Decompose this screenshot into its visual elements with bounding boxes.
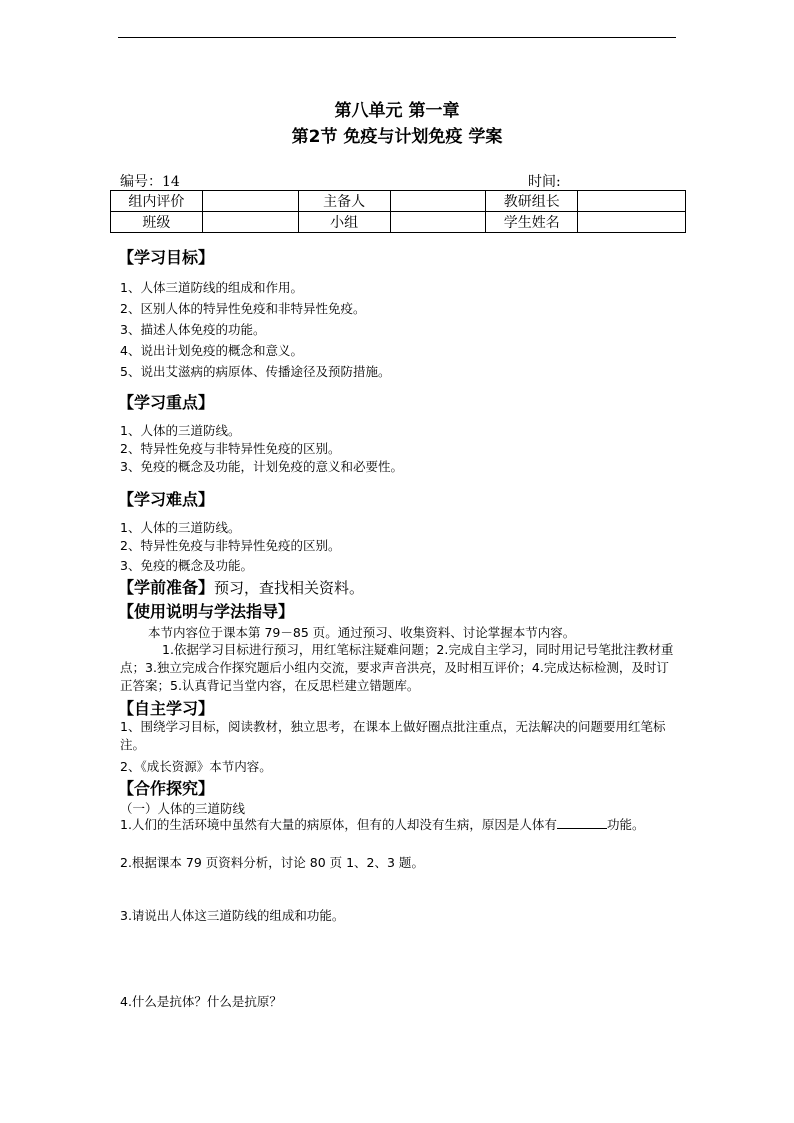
table-cell-value <box>390 191 486 212</box>
goals-heading: 【学习目标】 <box>118 248 215 267</box>
table-cell-value <box>578 191 686 212</box>
self-study-item-1: 1、围绕学习目标，阅读教材，独立思考，在课本上做好圈点批注重点，无法解决的问题要用红笔标注。 <box>120 719 666 752</box>
table-cell-label: 主备人 <box>298 191 390 212</box>
list-item: 5、说出艾滋病的病原体、传播途径及预防措施。 <box>120 364 391 379</box>
list-item: 3、免疫的概念及功能。 <box>120 558 253 573</box>
table-cell-value <box>390 212 486 233</box>
number-label: 编号：14 <box>120 174 180 190</box>
table-row <box>111 212 686 233</box>
difficulties-heading: 【学习难点】 <box>118 490 215 509</box>
cooperation-subheading: （一）人体的三道防线 <box>120 801 246 816</box>
list-item: 1、人体的三道防线。 <box>120 423 241 438</box>
list-item: 2、特异性免疫与非特异性免疫的区别。 <box>120 538 341 553</box>
question-1-text: 1.人们的生活环境中虽然有大量的病原体，但有的人却没有生病，原因是人体有 <box>120 817 557 832</box>
list-item: 2、区别人体的特异性免疫和非特异性免疫。 <box>120 301 366 316</box>
self-study-heading: 【自主学习】 <box>118 699 215 718</box>
list-item: 1、人体的三道防线。 <box>120 520 241 535</box>
list-item: 2、特异性免疫与非特异性免疫的区别。 <box>120 441 341 456</box>
list-item: 3、描述人体免疫的功能。 <box>120 322 266 337</box>
question-1-tail: 功能。 <box>606 817 645 832</box>
list-item: 4、说出计划免疫的概念和意义。 <box>120 343 303 358</box>
table-row <box>111 191 686 212</box>
usage-heading: 【使用说明与学法指导】 <box>118 602 295 621</box>
table-cell-label: 教研组长 <box>486 191 578 212</box>
table-cell-label: 班级 <box>111 212 203 233</box>
preparation-heading: 【学前准备】 <box>118 578 215 597</box>
time-label: 时间: <box>528 174 561 190</box>
table-cell-label: 小组 <box>298 212 390 233</box>
table-cell-value <box>202 212 298 233</box>
preparation-line <box>118 575 364 598</box>
question-4: 4.什么是抗体？什么是抗原？ <box>120 994 282 1009</box>
lesson-title: 第2节 免疫与计划免疫 学案 <box>291 127 503 147</box>
usage-steps: 1.依据学习目标进行预习，用红笔标注疑难问题；2.完成自主学习，同时用记号笔批注教材重点；3.独立完成合作探究题后小组内交流，要求声音洪亮，及时相互评价；4.完成达标检测，及时订正答案；5.认真背记当堂内容，在反思栏建立错题库。 <box>120 642 674 693</box>
preparation-text: 预习，查找相关资料。 <box>214 579 365 597</box>
question-3: 3.请说出人体这三道防线的组成和功能。 <box>120 908 345 923</box>
table-cell-label: 组内评价 <box>111 191 203 212</box>
key-points-heading: 【学习重点】 <box>118 393 215 412</box>
usage-intro: 本节内容位于课本第 79－85 页。通过预习、收集资料、讨论掌握本节内容。 <box>148 625 576 640</box>
unit-title: 第八单元 第一章 <box>334 101 460 121</box>
list-item: 1、人体三道防线的组成和作用。 <box>120 280 303 295</box>
table-cell-value <box>578 212 686 233</box>
info-table <box>110 190 686 233</box>
header-rule <box>118 37 676 38</box>
list-item: 3、免疫的概念及功能，计划免疫的意义和必要性。 <box>120 459 403 474</box>
answer-blank[interactable] <box>557 816 607 829</box>
self-study-item-2: 2、《成长资源》本节内容。 <box>120 759 272 774</box>
question-2: 2.根据课本 79 页资料分析，讨论 80 页 1、2、3 题。 <box>120 855 424 870</box>
cooperation-heading: 【合作探究】 <box>118 779 215 798</box>
table-cell-label: 学生姓名 <box>486 212 578 233</box>
question-1 <box>120 816 680 834</box>
table-cell-value <box>202 191 298 212</box>
